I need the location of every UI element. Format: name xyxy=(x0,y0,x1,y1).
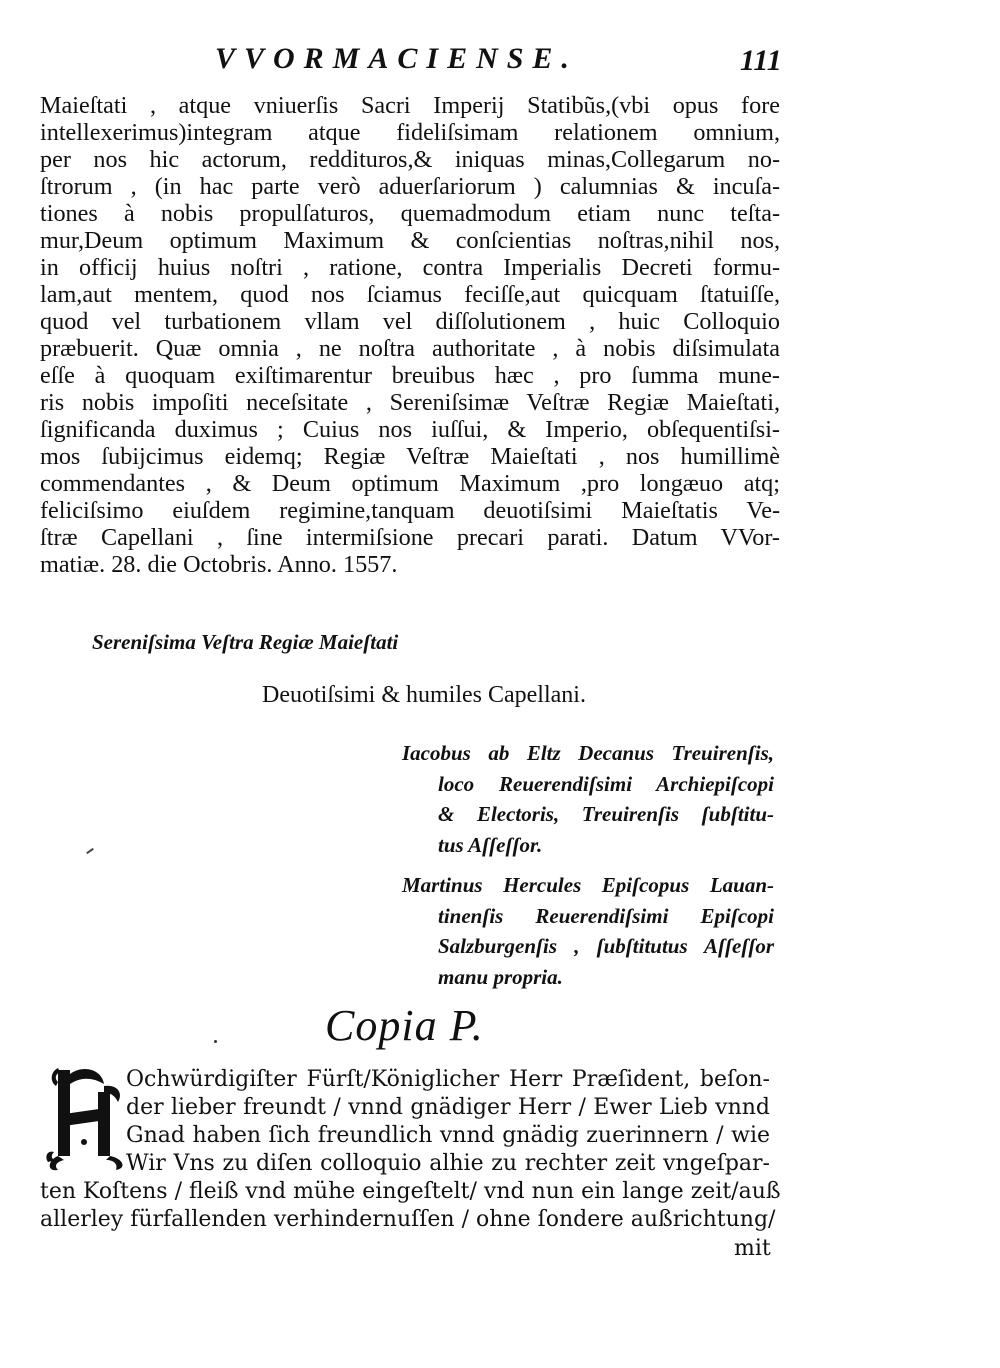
body-line: Maieſtati , atque vniuerſis Sacri Imperij Statibũs,(vbi opus fore xyxy=(40,92,780,119)
stray-ink-mark xyxy=(86,848,94,854)
german-line: der lieber freundt / vnnd gnädiger Herr / Ewer Lieb vnnd xyxy=(126,1095,770,1120)
body-line: quod vel turbationem vllam vel diſſolutionem , huic Colloquio xyxy=(40,308,780,335)
body-line: lam,aut mentem, quod nos ſciamus feciſſe,aut quicquam ſtatuiſſe, xyxy=(40,281,780,308)
body-line: mur,Deum optimum Maximum & conſcientias noſtras,nihil nos, xyxy=(40,227,780,254)
body-line: per nos hic actorum, reddituros,& iniquas minas,Collegarum no- xyxy=(40,146,780,173)
body-line: eſſe à quoquam exiſtimarentur breuibus hæc , pro ſumma mune- xyxy=(40,362,780,389)
body-line: ris nobis impoſiti neceſsitate , Sereniſsimæ Veſtræ Regiæ Maieſtati, xyxy=(40,389,780,416)
signatory-block-hercules xyxy=(402,870,774,992)
stray-ink-dot xyxy=(214,1040,217,1043)
signatory-line: manu propria. xyxy=(438,964,563,989)
body-line: feliciſsimo eiuſdem regimine,tanquam deuotiſsimi Maieſtatis Ve- xyxy=(40,497,780,524)
signatory-line: loco Reuerendiſsimi Archiepiſcopi xyxy=(438,771,774,796)
german-line: Gnad haben ſich freundlich vnnd gnädig zuerinnern / wie xyxy=(126,1123,770,1148)
signatory-line: Iacobus ab Eltz Decanus Treuirenſis, xyxy=(402,741,774,765)
signatory-line: Martinus Hercules Epiſcopus Lauan- xyxy=(402,873,774,897)
german-letter-body xyxy=(40,1066,781,1234)
signatory-line: tus Aſſeſſor. xyxy=(438,832,543,857)
body-line: tiones à nobis propulſaturos, quemadmodum etiam nunc teſta- xyxy=(40,200,780,227)
body-line: ſtrorum , (in hac parte verò aduerſariorum ) calumnias & incuſa- xyxy=(40,173,780,200)
german-line: allerley fürfallenden verhindernuſſen / ohne ſondere außrichtung/ xyxy=(40,1207,776,1232)
body-line-dateline: matiæ. 28. die Octobris. Anno. 1557. xyxy=(40,551,398,578)
body-line: præbuerit. Quæ omnia , ne noſtra authoritate , à nobis diſsimulata xyxy=(40,335,780,362)
body-line: mos ſubijcimus eidemq; Regiæ Veſtræ Maieſtati , nos humillimè xyxy=(40,443,780,470)
signatory-block-eltz xyxy=(402,738,774,860)
closing-salutation: Sereniſsima Veſtra Regiæ Maieſtati xyxy=(92,630,399,654)
signatory-line: Salzburgenſis , ſubſtitutus Aſſeſſor xyxy=(438,934,774,958)
closing-subscription: Deuotiſsimi & humiles Capellani. xyxy=(262,682,586,708)
body-line: in officij huius noſtri , ratione, contra Imperialis Decreti formu- xyxy=(40,254,780,281)
body-line: intellexerimus)integram atque fideliſsimam relationem omnium, xyxy=(40,119,780,146)
catchword: mit xyxy=(734,1236,771,1261)
body-line: commendantes , & Deum optimum Maximum ,pro longæuo atq; xyxy=(40,470,780,497)
german-line: Ochwürdigiſter Fürſt/Königlicher Herr Præſident, beſon- xyxy=(126,1067,770,1092)
german-line: ten Koſtens / fleiß vnd mühe eingeſtelt/ vnd nun ein lange zeit/auß xyxy=(40,1179,781,1204)
page-number: 111 xyxy=(740,44,782,77)
signatory-line: & Electoris, Treuirenſis ſubſtitu- xyxy=(438,802,774,826)
signatory-line: tinenſis Reuerendiſsimi Epiſcopi xyxy=(438,903,774,928)
german-line: Wir Vns zu diſen colloquio alhie zu rechter zeit vngeſpar- xyxy=(126,1151,770,1176)
body-line: ſignificanda duximus ; Cuius nos iuſſui, & Imperio, obſequentiſsi- xyxy=(40,416,780,443)
latin-letter-body xyxy=(40,92,780,578)
running-title: VVORMACIENSE. xyxy=(215,42,578,75)
body-line: ſtræ Capellani , ſine intermiſsione precari parati. Datum VVor- xyxy=(40,524,780,551)
section-title: Copia P. xyxy=(325,1001,484,1050)
